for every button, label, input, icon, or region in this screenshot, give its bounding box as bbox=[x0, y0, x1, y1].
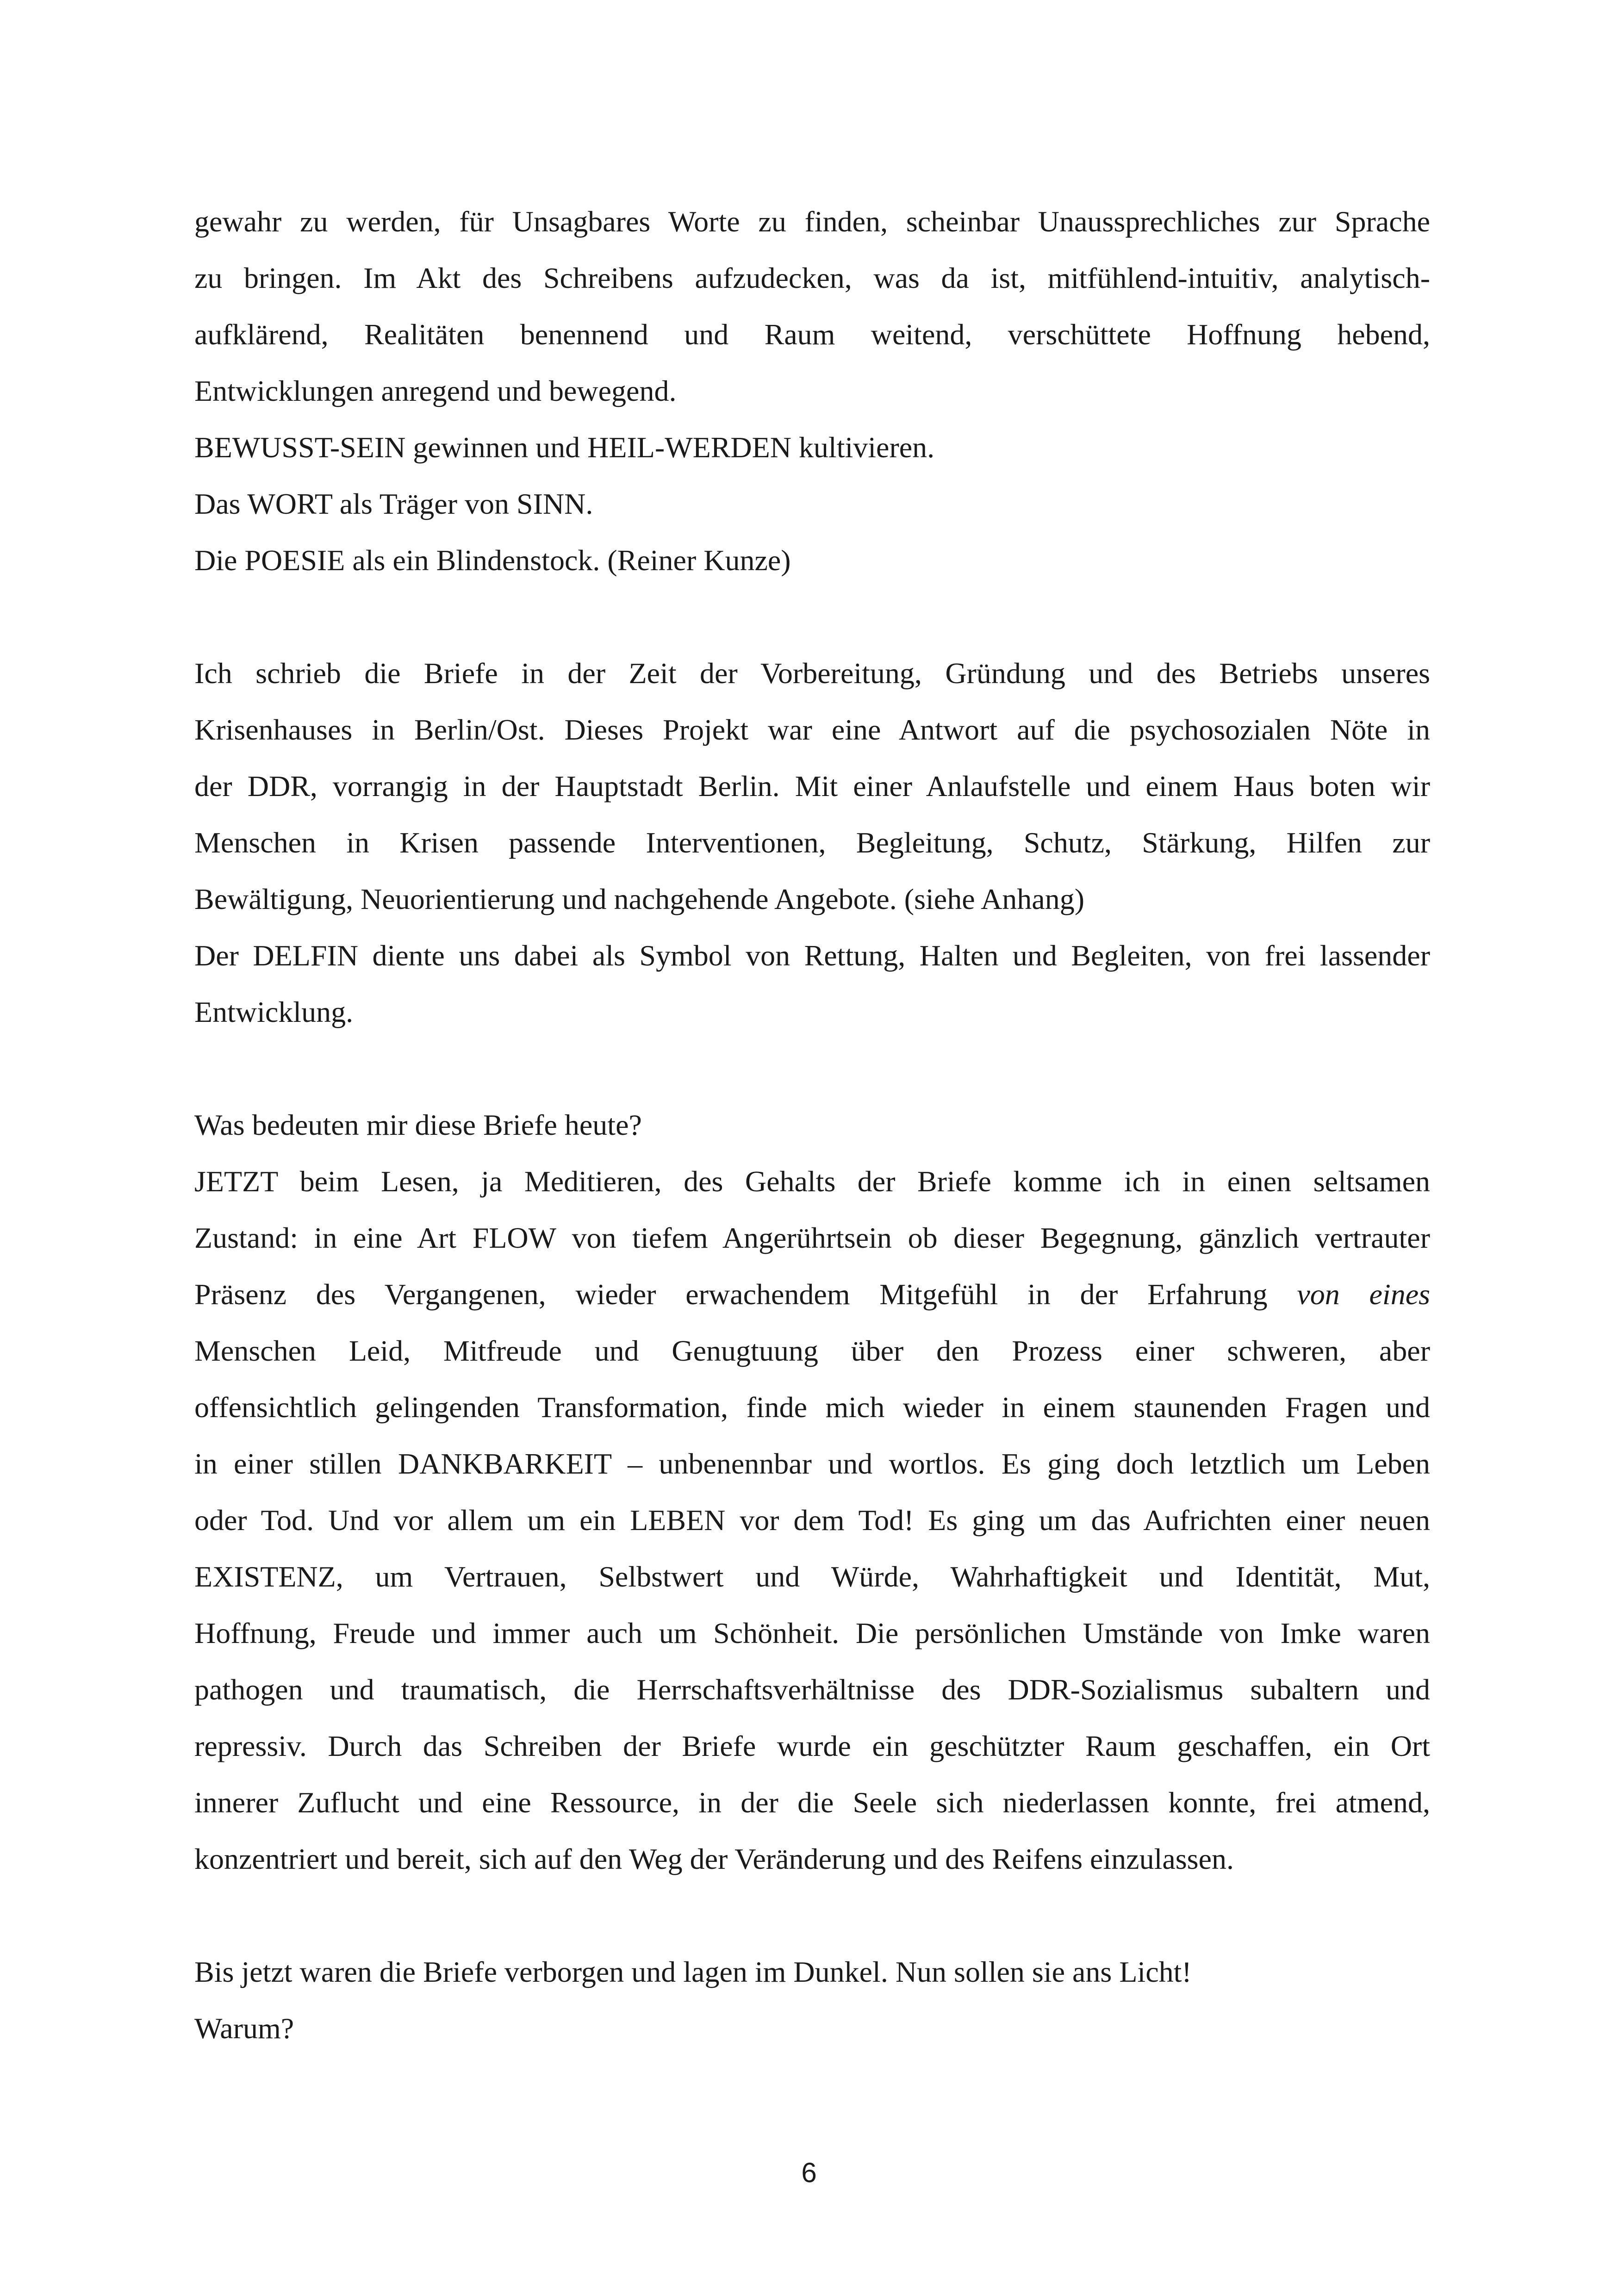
text-line: Bewältigung, Neuorientierung und nachgehende Angebote. (siehe Anhang) bbox=[194, 883, 1084, 915]
text-line: innerer Zuflucht und eine Ressource, in der die Seele sich niederlassen konnte, frei atmend, bbox=[194, 1786, 1430, 1819]
text-line: offensichtlich gelingenden Transformation, finde mich wieder in einem staunenden Fragen und bbox=[194, 1391, 1430, 1424]
text-line: zu bringen. Im Akt des Schreibens aufzudecken, was da ist, mitfühlend-intuitiv, analytisch- bbox=[194, 261, 1430, 294]
krisenhaus-paragraph bbox=[194, 645, 1430, 1040]
text-line: repressiv. Durch das Schreiben der Briefe wurde ein geschützter Raum geschaffen, ein Ort bbox=[194, 1730, 1430, 1762]
document-body bbox=[194, 193, 1430, 2057]
text-line: Das WORT als Träger von SINN. bbox=[194, 487, 593, 520]
text-line: Der DELFIN diente uns dabei als Symbol von Rettung, Halten und Begleiten, von frei lassender bbox=[194, 939, 1430, 972]
text-line: Menschen Leid, Mitfreude und Genugtuung über den Prozess einer schweren, aber bbox=[194, 1334, 1430, 1367]
text-line: Entwicklungen anregend und bewegend. bbox=[194, 374, 677, 407]
text-line: Krisenhauses in Berlin/Ost. Dieses Projekt war eine Antwort auf die psychosozialen Nöte in bbox=[194, 713, 1430, 746]
text-line: Zustand: in eine Art FLOW von tiefem Angerührtsein ob dieser Begegnung, gänzlich vertrauter bbox=[194, 1221, 1430, 1254]
text-line: Die POESIE als ein Blindenstock. (Reiner Kunze) bbox=[194, 544, 791, 577]
closing-paragraph bbox=[194, 1944, 1430, 2057]
text-line: oder Tod. Und vor allem um ein LEBEN vor dem Tod! Es ging um das Aufrichten einer neuen bbox=[194, 1504, 1430, 1537]
text-line-with-italic bbox=[194, 1266, 1430, 1323]
text-line: in einer stillen DANKBARKEIT – unbenennbar und wortlos. Es ging doch letztlich um Leben bbox=[194, 1447, 1430, 1480]
text-line: aufklärend, Realitäten benennend und Raum weitend, verschüttete Hoffnung hebend, bbox=[194, 318, 1430, 351]
text-line: EXISTENZ, um Vertrauen, Selbstwert und Würde, Wahrhaftigkeit und Identität, Mut, bbox=[194, 1560, 1430, 1593]
intro-paragraph bbox=[194, 193, 1430, 589]
text-line: Bis jetzt waren die Briefe verborgen und lagen im Dunkel. Nun sollen sie ans Licht! bbox=[194, 1955, 1192, 1988]
reflection-paragraph bbox=[194, 1097, 1430, 1887]
text-line: JETZT beim Lesen, ja Meditieren, des Gehalts der Briefe komme ich in einen seltsamen bbox=[194, 1165, 1430, 1198]
text-line: Entwicklung. bbox=[194, 996, 354, 1028]
text-segment: Präsenz des Vergangenen, wieder erwachendem Mitgefühl in der Erfahrung bbox=[194, 1278, 1268, 1311]
text-line: der DDR, vorrangig in der Hauptstadt Berlin. Mit einer Anlaufstelle und einem Haus boten wir bbox=[194, 770, 1430, 803]
question-line: Was bedeuten mir diese Briefe heute? bbox=[194, 1108, 642, 1141]
page-number: 6 bbox=[801, 2157, 817, 2188]
text-line: Ich schrieb die Briefe in der Zeit der Vorbereitung, Gründung und des Betriebs unseres bbox=[194, 657, 1430, 690]
paragraph-gap bbox=[194, 1040, 1430, 1097]
text-line: konzentriert und bereit, sich auf den Weg der Veränderung und des Reifens einzulassen. bbox=[194, 1842, 1234, 1875]
paragraph-gap bbox=[194, 1887, 1430, 1944]
text-line: gewahr zu werden, für Unsagbares Worte zu finden, scheinbar Unaussprechliches zur Sprache bbox=[194, 205, 1430, 238]
text-line: Hoffnung, Freude und immer auch um Schönheit. Die persönlichen Umstände von Imke waren bbox=[194, 1617, 1430, 1649]
italic-segment: von eines bbox=[1297, 1278, 1430, 1311]
text-line: pathogen und traumatisch, die Herrschaftsverhältnisse des DDR-Sozialismus subaltern und bbox=[194, 1673, 1430, 1706]
text-line: Warum? bbox=[194, 2012, 294, 2045]
text-line: Menschen in Krisen passende Interventionen, Begleitung, Schutz, Stärkung, Hilfen zur bbox=[194, 826, 1430, 859]
text-line: BEWUSST-SEIN gewinnen und HEIL-WERDEN kultivieren. bbox=[194, 431, 935, 464]
paragraph-gap bbox=[194, 589, 1430, 645]
